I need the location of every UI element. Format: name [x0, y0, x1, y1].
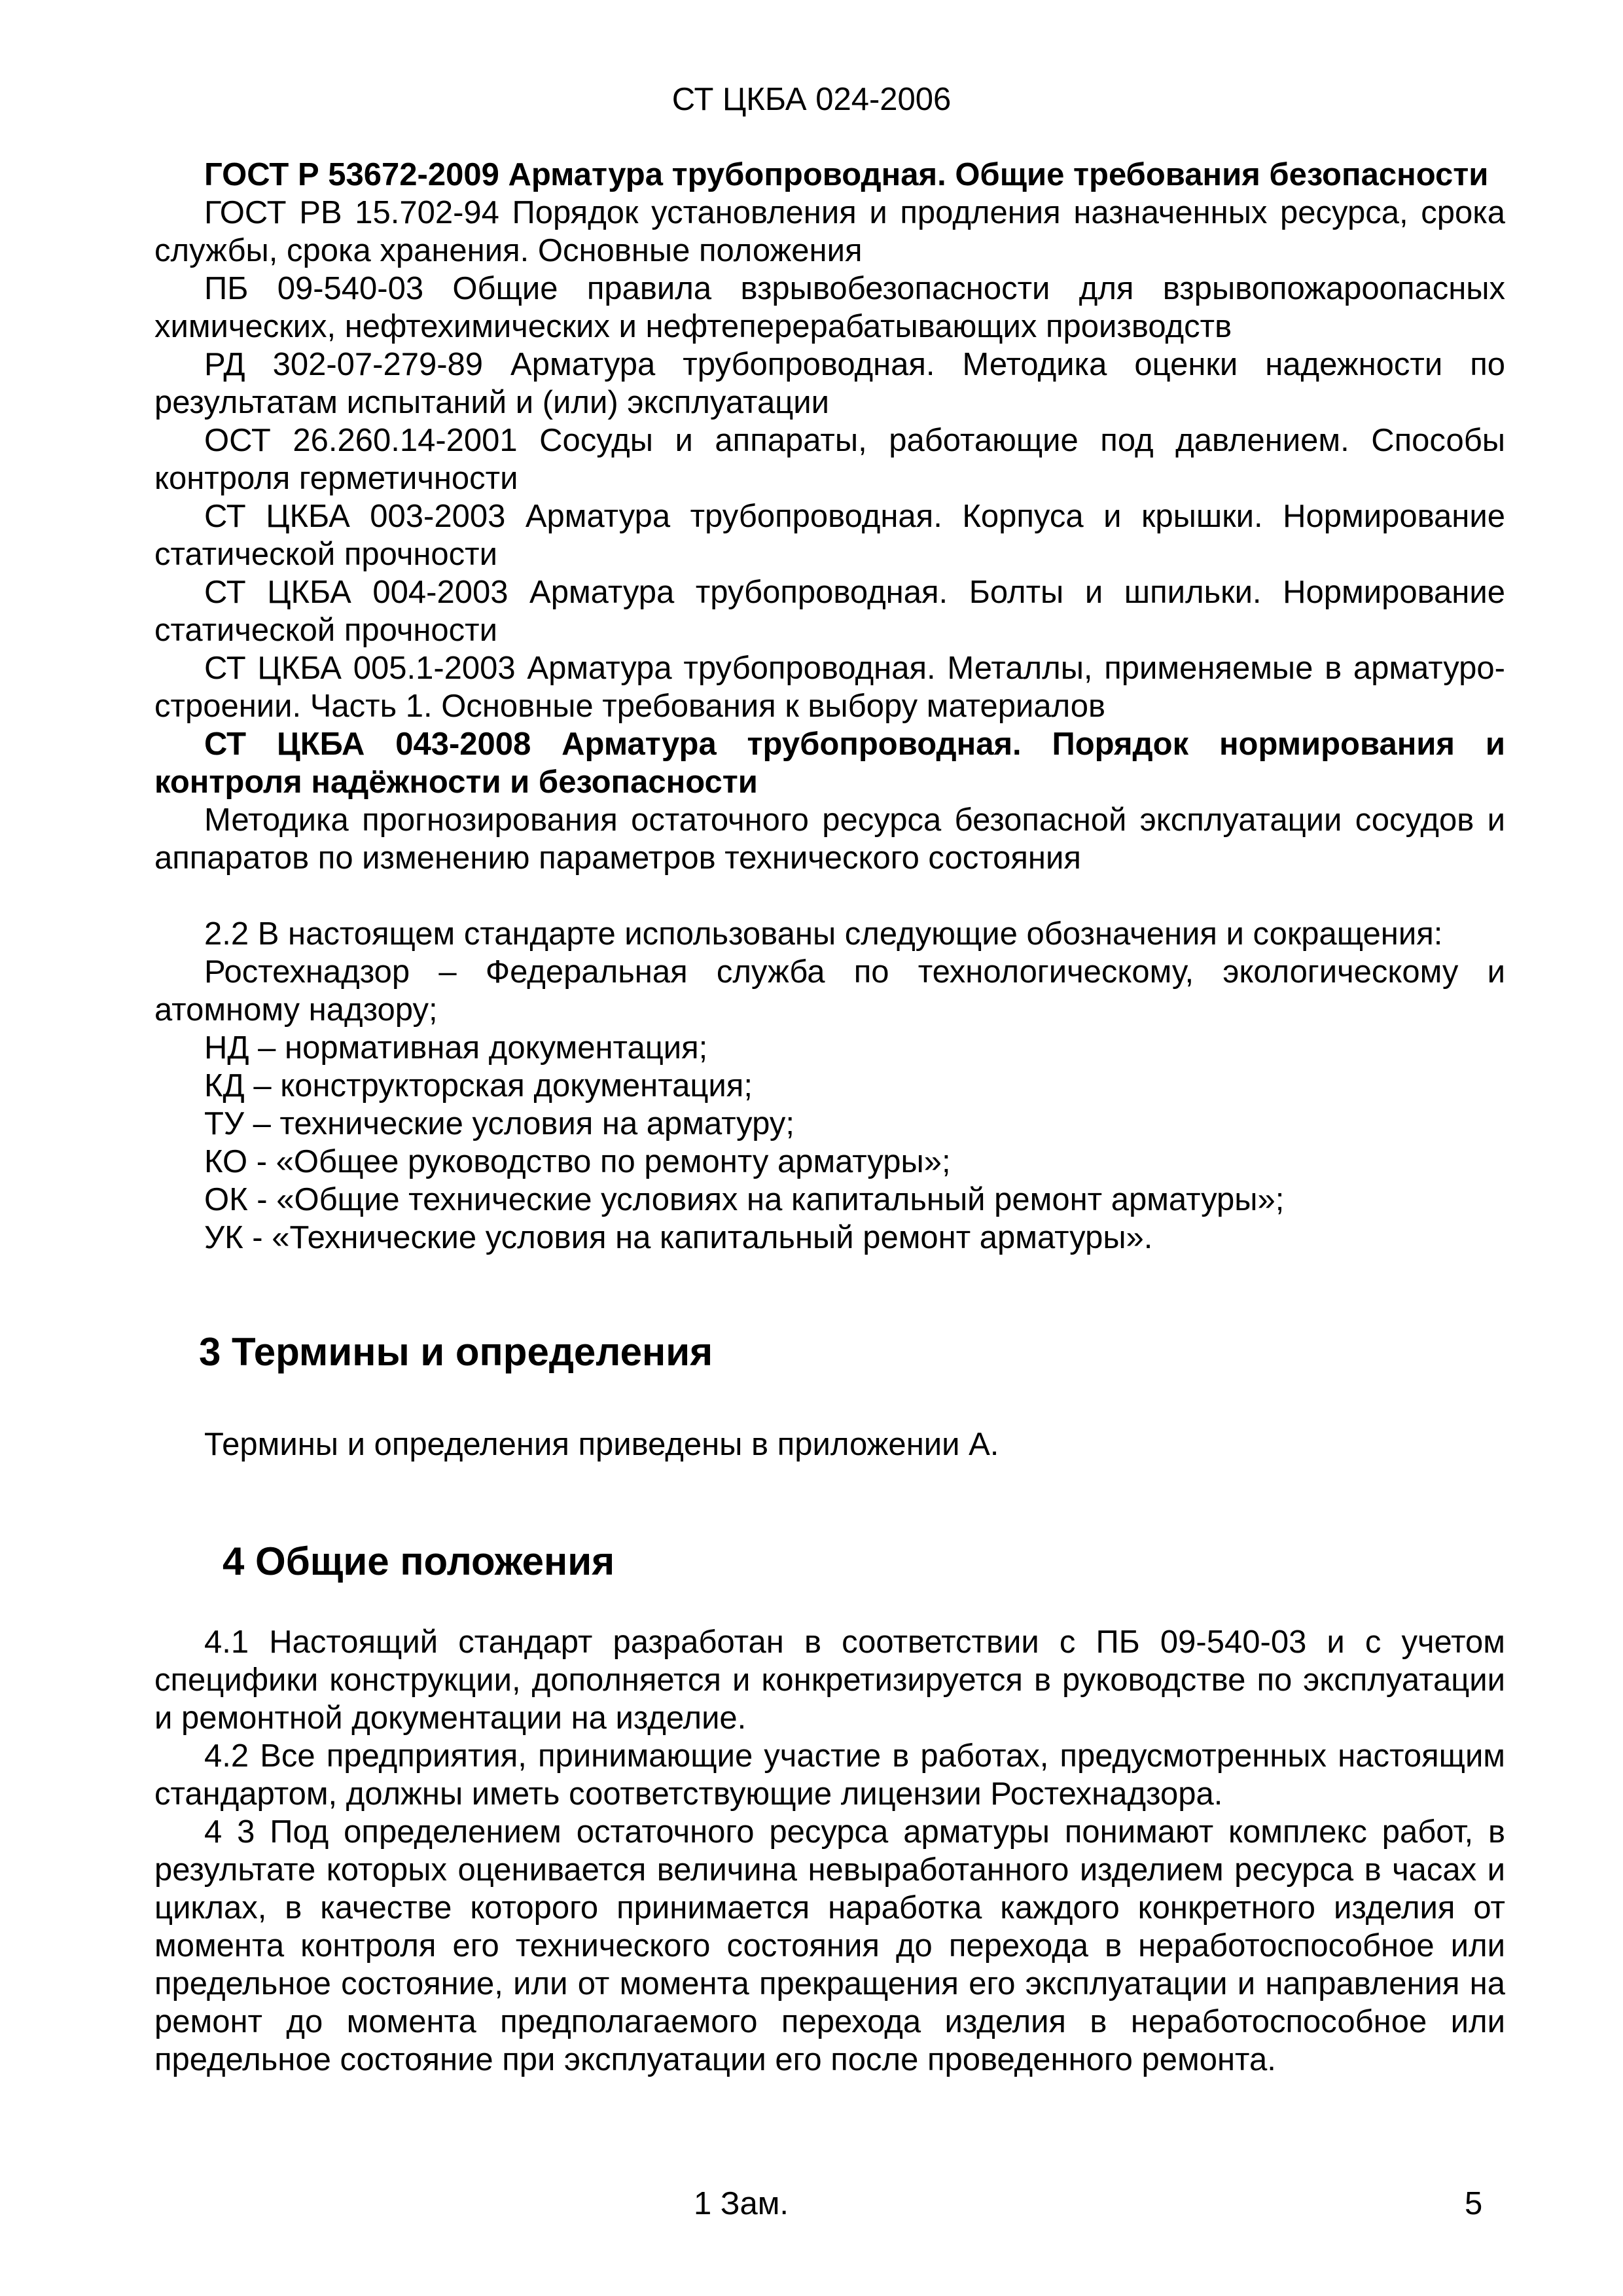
reference-item: СТ ЦКБА 043-2008 Арматура трубопроводная. Порядок нормирования и контроля надёжности и безопасности	[154, 726, 1505, 800]
abbreviation-item: НД – нормативная документация;	[204, 1030, 708, 1066]
reference-item: ПБ 09-540-03 Общие правила взрывобезопасности для взрывопожароопасных химических, нефтехимических и нефтеперерабатывающих производств	[154, 271, 1505, 344]
abbreviation-item: Ростехнадзор – Федеральная служба по технологическому, экологическому и атомному надзору;	[154, 954, 1505, 1028]
abbreviation-item: ОК - «Общие технические условиях на капитальный ремонт арматуры»;	[204, 1182, 1285, 1217]
reference-item: СТ ЦКБА 003-2003 Арматура трубопроводная. Корпуса и крышки. Нормирование статической прочности	[154, 499, 1505, 572]
abbreviation-item: КО - «Общее руководство по ремонту арматуры»;	[204, 1144, 951, 1179]
page-header: СТ ЦКБА 024-2006	[671, 82, 952, 117]
reference-item: ГОСТ Р 53672-2009 Арматура трубопроводная. Общие требования безопасности	[204, 157, 1489, 192]
section-4-body	[154, 1623, 1505, 2079]
abbreviation-item: ТУ – технические условия на арматуру;	[204, 1106, 794, 1141]
references-list	[154, 156, 1505, 877]
change-note: 1 Зам.	[694, 2186, 789, 2221]
page-number: 5	[1465, 2186, 1483, 2221]
reference-item: ГОСТ РВ 15.702-94 Порядок установления и продления назначенных ресурса, срока службы, срока хранения. Основные положения	[154, 195, 1505, 268]
section-4-heading: 4 Общие положения	[223, 1539, 615, 1583]
section-4-paragraph: 4 3 Под определением остаточного ресурса арматуры понимают комплекс работ, в результате которых оценивается величина невыработанного изделием ресурса в часах и циклах, в качестве которого принимается наработка каждого конкретного изделия от момента контроля его технического состояния до перехода в неработоспособное или предельное состояние, или от момента прекращения его эксплуатации и направления на ремонт до момента предполагаемого перехода изделия в неработоспособное или предельное состояние при эксплуатации его после проведенного ремонта.	[154, 1814, 1505, 2077]
abbreviation-item: КД – конструкторская документация;	[204, 1068, 753, 1103]
reference-item: ОСТ 26.260.14-2001 Сосуды и аппараты, работающие под давлением. Способы контроля герметичности	[154, 423, 1505, 496]
abbreviation-item: УК - «Технические условия на капитальный ремонт арматуры».	[204, 1220, 1153, 1255]
reference-item: РД 302-07-279-89 Арматура трубопроводная. Методика оценки надежности по результатам испытаний и (или) эксплуатации	[154, 347, 1505, 420]
section-4-paragraph: 4.1 Настоящий стандарт разработан в соответствии с ПБ 09-540-03 и с учетом специфики конструкции, дополняется и конкретизируется в руководстве по эксплуатации и ремонтной документации на изделие.	[154, 1624, 1505, 1736]
reference-item: Методика прогнозирования остаточного ресурса безопасной эксплуатации сосудов и аппаратов по изменению параметров технического состояния	[154, 802, 1505, 876]
section-3-heading: 3 Термины и определения	[199, 1330, 713, 1374]
section-4-paragraph: 4.2 Все предприятия, принимающие участие в работах, предусмотренных настоящим стандартом, должны иметь соответствующие лицензии Ростехнадзора.	[154, 1738, 1505, 1812]
document-body	[154, 156, 1505, 2079]
abbreviations-intro: 2.2 В настоящем стандарте использованы следующие обозначения и сокращения:	[204, 916, 1443, 952]
section-3-text: Термины и определения приведены в приложении А.	[204, 1427, 999, 1462]
reference-item: СТ ЦКБА 005.1-2003 Арматура трубопроводная. Металлы, применяемые в арматуро-строении. Часть 1. Основные требования к выбору материалов	[154, 651, 1505, 724]
abbreviations-list	[154, 915, 1505, 1257]
reference-item: СТ ЦКБА 004-2003 Арматура трубопроводная. Болты и шпильки. Нормирование статической прочности	[154, 575, 1505, 648]
